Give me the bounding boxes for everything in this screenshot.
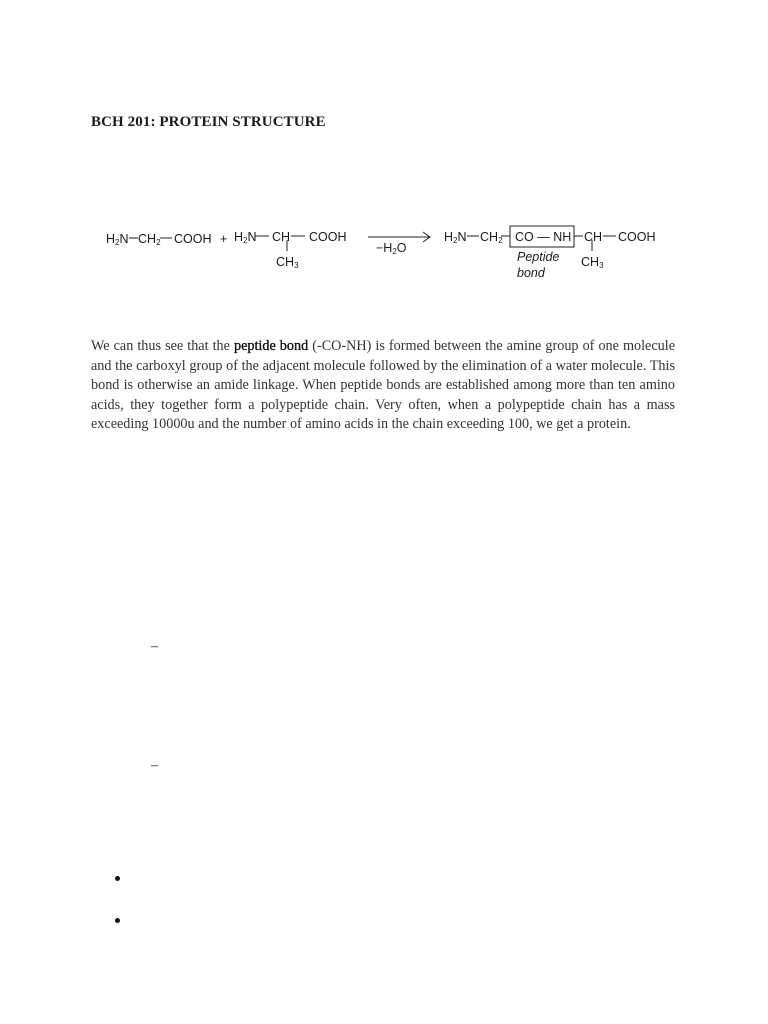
- product-amine: $H_2N$: [444, 230, 467, 245]
- dash-marker: –: [151, 639, 158, 654]
- reactant2-methyl: $CH_3$: [276, 255, 299, 270]
- paragraph-text: (-CO-NH) is formed between the amine group of one molecule and the carboxyl group of the adjacent molecule followed by the elimination of a water molecule. This bond is otherwise an amide linkage. When peptide bonds are established among more than ten amino acids, they together form a polypeptide chain. Very often, when a polypeptide chain has a mass exceeding 10000u and the number of amino acids in the chain exceeding 100, we get a protein.: [91, 338, 675, 432]
- peptide-linkage: CO — NH: [515, 230, 572, 244]
- reactant1-ch2: $CH_2$: [138, 232, 161, 247]
- product-ch: CH: [584, 230, 603, 244]
- paragraph-text: We can thus see that the: [91, 338, 234, 354]
- product-carboxyl: COOH: [618, 230, 656, 244]
- reactant2-ch: CH: [272, 230, 291, 244]
- page-title: BCH 201: PROTEIN STRUCTURE: [91, 114, 326, 130]
- peptide-bond-label-2: bond: [517, 266, 545, 280]
- reactant2-carboxyl: COOH: [309, 230, 347, 244]
- reactant2-amine: $H_2N$: [234, 230, 257, 245]
- body-paragraph: [91, 337, 675, 435]
- bullet-point: [115, 918, 120, 923]
- product-ch2: $CH_2$: [480, 230, 503, 245]
- peptide-bond-equation: [100, 218, 670, 288]
- dash-marker: –: [151, 758, 158, 773]
- bullet-point: [115, 876, 120, 881]
- plus-sign: +: [220, 232, 228, 246]
- peptide-bond-label: Peptide: [517, 250, 560, 264]
- peptide-bond-term: peptide bond: [233, 338, 309, 354]
- water-elimination: $-H_2O$: [376, 241, 407, 256]
- reactant1-carboxyl: COOH: [174, 232, 212, 246]
- product-methyl: $CH_3$: [581, 255, 604, 270]
- reactant1-amine: $H_2N$: [106, 232, 129, 247]
